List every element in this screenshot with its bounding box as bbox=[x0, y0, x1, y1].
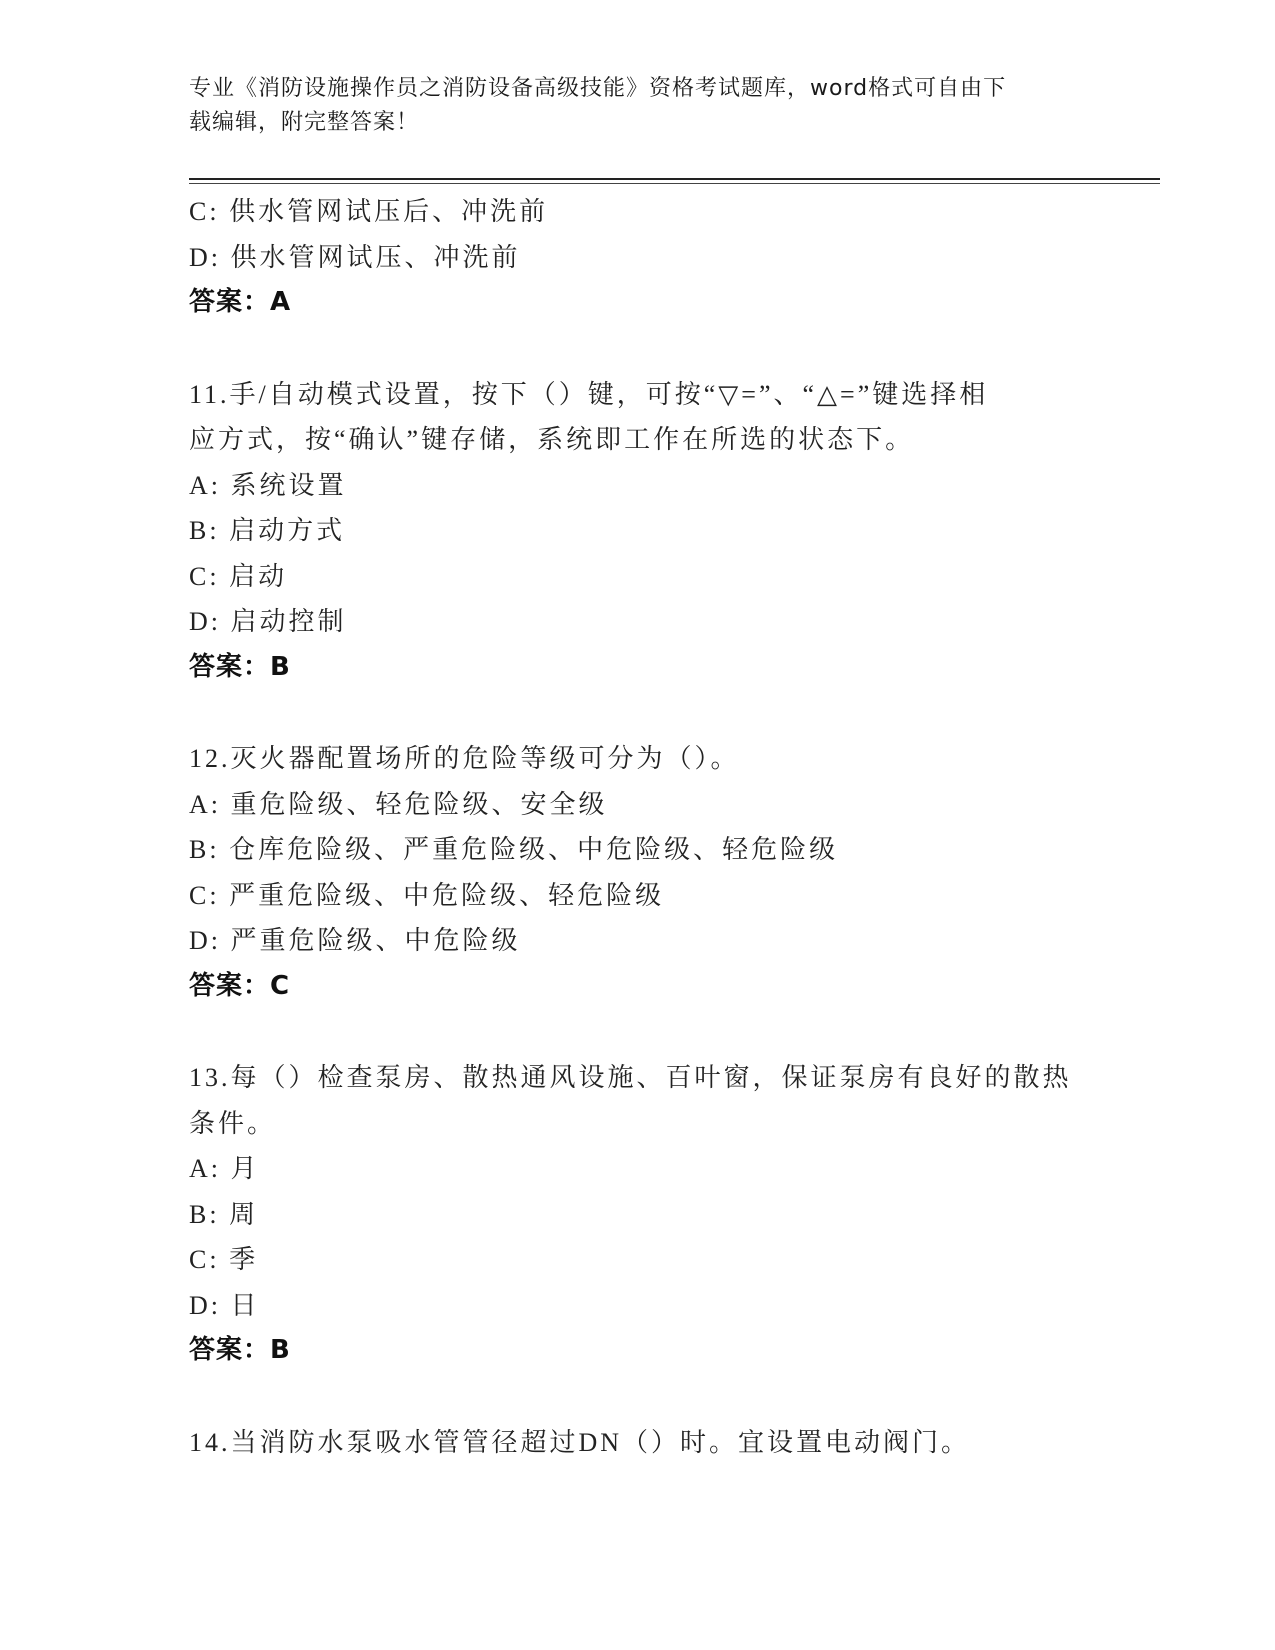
question-stem-continued: 应方式，按“确认”键存储，系统即工作在所选的状态下。 bbox=[189, 425, 915, 454]
option-c: C: 严重危险级、中危险级、轻危险级 bbox=[189, 880, 665, 910]
answer-line: 答案：B bbox=[189, 651, 291, 682]
question-block-13 bbox=[189, 1055, 1089, 1374]
option-d: D: 日 bbox=[189, 1290, 260, 1320]
header-line-2: 载编辑，附完整答案！ bbox=[189, 110, 420, 135]
option-d: D: 启动控制 bbox=[189, 607, 347, 636]
answer-line: 答案：B bbox=[189, 1335, 291, 1365]
option-d: D: 严重危险级、中危险级 bbox=[189, 926, 521, 955]
option-a: A: 重危险级、轻危险级、安全级 bbox=[189, 789, 608, 819]
question-stem: 12.灭火器配置场所的危险等级可分为（）。 bbox=[189, 744, 740, 773]
header-divider-thin bbox=[189, 183, 1160, 184]
option-c: C: 启动 bbox=[189, 561, 288, 591]
spacer bbox=[189, 1374, 1089, 1420]
answer-line: 答案：C bbox=[189, 970, 291, 1001]
spacer bbox=[189, 1009, 1089, 1055]
spacer bbox=[189, 326, 1089, 372]
option-a: A: 系统设置 bbox=[189, 470, 347, 500]
question-stem: 14.当消防水泵吸水管管径超过DN（）时。宜设置电动阀门。 bbox=[189, 1427, 971, 1457]
question-block-prev bbox=[189, 189, 1089, 326]
question-block-12 bbox=[189, 736, 1089, 1009]
option-b: B: 启动方式 bbox=[189, 516, 346, 545]
question-stem-continued: 条件。 bbox=[189, 1108, 277, 1138]
question-stem: 11.手/自动模式设置，按下（）键，可按“▽=”、“△=”键选择相 bbox=[189, 379, 989, 409]
document-header bbox=[189, 72, 1079, 140]
header-line-1: 专业《消防设施操作员之消防设备高级技能》资格考试题库，word格式可自由下 bbox=[189, 76, 1007, 101]
option-c: C: 供水管网试压后、冲洗前 bbox=[189, 197, 549, 226]
question-block-11 bbox=[189, 372, 1089, 691]
option-a: A: 月 bbox=[189, 1154, 260, 1183]
question-list bbox=[189, 189, 1089, 1465]
option-c: C: 季 bbox=[189, 1245, 259, 1274]
header-divider-thick bbox=[189, 178, 1160, 180]
question-block-14 bbox=[189, 1420, 1089, 1466]
spacer bbox=[189, 690, 1089, 736]
option-d: D: 供水管网试压、冲洗前 bbox=[189, 242, 521, 272]
option-b: B: 周 bbox=[189, 1199, 259, 1229]
question-stem: 13.每（）检查泵房、散热通风设施、百叶窗，保证泵房有良好的散热 bbox=[189, 1063, 1072, 1092]
answer-line: 答案：A bbox=[189, 287, 292, 317]
option-b: B: 仓库危险级、严重危险级、中危险级、轻危险级 bbox=[189, 835, 839, 864]
